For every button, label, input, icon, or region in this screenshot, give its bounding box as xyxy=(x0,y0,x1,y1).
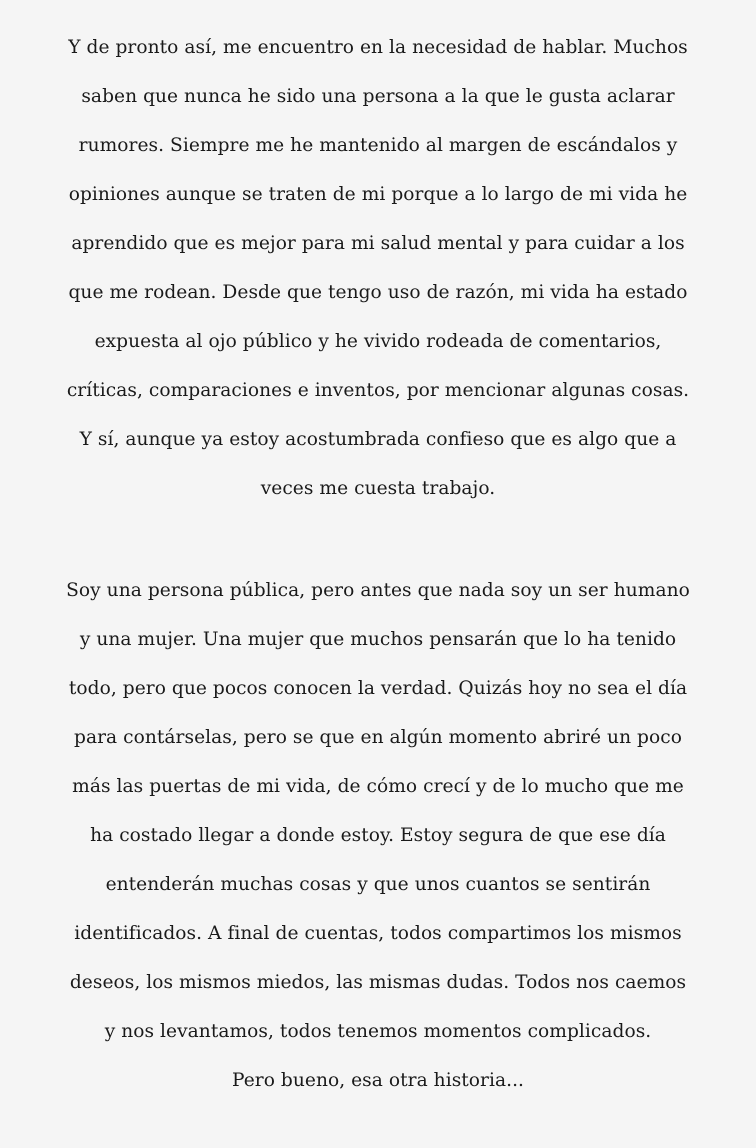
text-line: veces me cuesta trabajo. xyxy=(260,478,496,499)
text-line: más las puertas de mi vida, de cómo crecí y de lo mucho que me xyxy=(72,776,684,797)
text-line: opiniones aunque se traten de mi porque a lo largo de mi vida he xyxy=(68,184,688,205)
text-line: críticas, comparaciones e inventos, por mencionar algunas cosas. xyxy=(66,380,690,401)
text-line: expuesta al ojo público y he vivido rodeada de comentarios, xyxy=(94,331,662,352)
text-line: Pero bueno, esa otra historia... xyxy=(231,1070,525,1091)
text-line: y nos levantamos, todos tenemos momentos complicados. xyxy=(104,1021,652,1042)
text-line: identificados. A final de cuentas, todos compartimos los mismos xyxy=(74,923,682,944)
text-line: que me rodean. Desde que tengo uso de razón, mi vida ha estado xyxy=(68,282,688,303)
text-line: entenderán muchas cosas y que unos cuantos se sentirán xyxy=(105,874,651,895)
text-line: aprendido que es mejor para mi salud mental y para cuidar a los xyxy=(71,233,685,254)
paragraph-2 xyxy=(44,566,712,1105)
text-line: rumores. Siempre me he mantenido al margen de escándalos y xyxy=(78,135,678,156)
paragraph-1 xyxy=(44,23,712,513)
text-line: Y de pronto así, me encuentro en la necesidad de hablar. Muchos xyxy=(68,37,688,58)
text-line: Y sí, aunque ya estoy acostumbrada confieso que es algo que a xyxy=(79,429,677,450)
text-line: todo, pero que pocos conocen la verdad. Quizás hoy no sea el día xyxy=(68,678,688,699)
text-line: saben que nunca he sido una persona a la que le gusta aclarar xyxy=(81,86,675,107)
text-line: ha costado llegar a donde estoy. Estoy segura de que ese día xyxy=(90,825,666,846)
text-line: y una mujer. Una mujer que muchos pensarán que lo ha tenido xyxy=(79,629,677,650)
text-line: para contárselas, pero se que en algún momento abriré un poco xyxy=(74,727,682,748)
text-line: deseos, los mismos miedos, las mismas dudas. Todos nos caemos xyxy=(69,972,687,993)
text-line: Soy una persona pública, pero antes que nada soy un ser humano xyxy=(66,580,690,601)
